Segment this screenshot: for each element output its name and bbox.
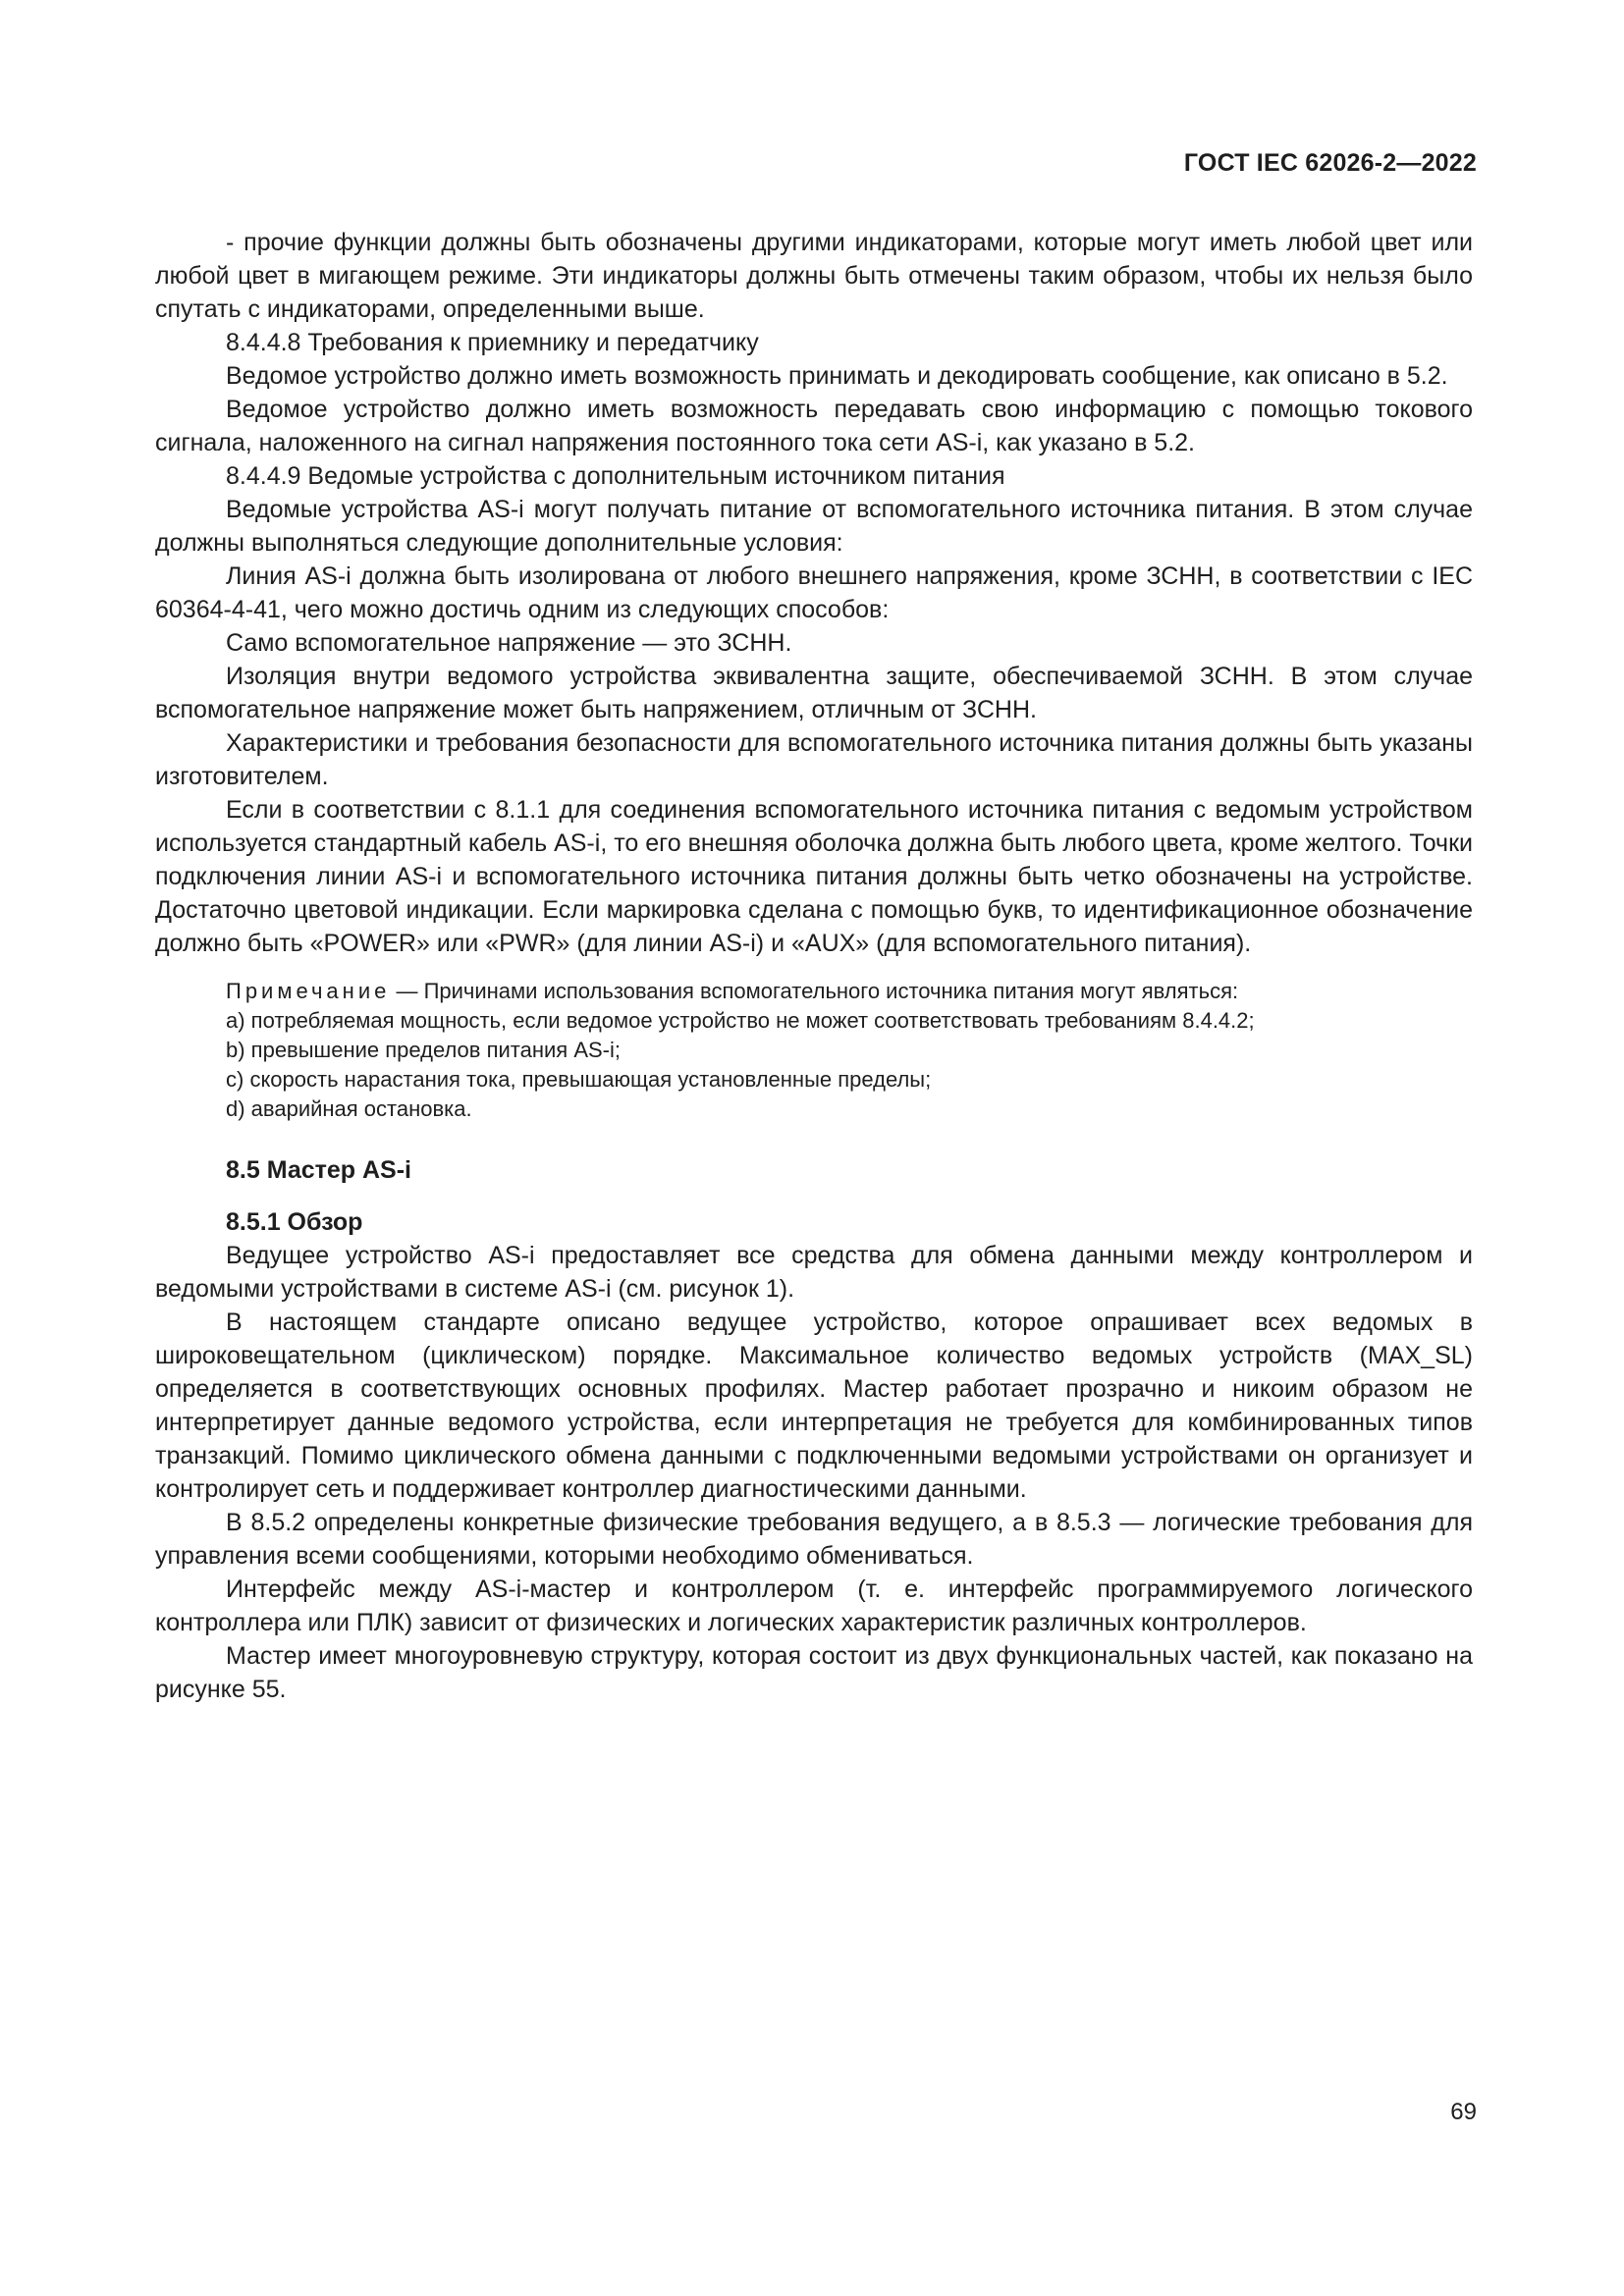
paragraph: - прочие функции должны быть обозначены другими индикаторами, которые могут иметь любой цвет или любой цвет в мигающем режиме. Эти индикаторы должны быть отмечены таким образом, чтобы их нельзя было спутать с индикаторами, определенными выше. [155, 229, 1473, 323]
paragraph: Характеристики и требования безопасности для вспомогательного источника питания должны быть указаны изготовителем. [155, 729, 1473, 790]
page-number: 69 [1450, 2099, 1477, 2125]
paragraph: Ведомое устройство должно иметь возможность передавать свою информацию с помощью токового сигнала, наложенного на сигнал напряжения постоянного тока сети AS-i, как указано в 5.2. [155, 396, 1473, 456]
document-header: ГОСТ IEC 62026-2—2022 [1183, 149, 1477, 177]
note-intro-text: — Причинами использования вспомогательного источника питания могут являться: [390, 979, 1239, 1003]
paragraph: Если в соответствии с 8.1.1 для соединения вспомогательного источника питания с ведомым устройством используется стандартный кабель AS-i, то его внешняя оболочка должна быть любого цвета, кроме желтого. Точки подключения линии AS-i и вспомогательного источника питания должны быть четко обозначены на устройстве. Достаточно цветовой индикации. Если маркировка сделана с помощью букв, то идентификационное обозначение должно быть «POWER» или «PWR» (для линии AS-i) и «AUX» (для вспомогательного питания). [155, 796, 1473, 957]
note-item: a) потребляемая мощность, если ведомое устройство не может соответствовать требованиям 8.4.4.2; [226, 1008, 1255, 1033]
note-block [155, 977, 1473, 1124]
paragraph: Ведомое устройство должно иметь возможность принимать и декодировать сообщение, как описано в 5.2. [226, 362, 1448, 390]
subsection-heading: 8.5.1 Обзор [226, 1208, 363, 1236]
note-intro [226, 977, 1473, 1006]
subclause-heading: 8.4.4.9 Ведомые устройства с дополнительным источником питания [226, 462, 1005, 490]
paragraph: В 8.5.2 определены конкретные физические требования ведущего, а в 8.5.3 — логические требования для управления всеми сообщениями, которыми необходимо обмениваться. [155, 1509, 1473, 1570]
paragraph: Линия AS-i должна быть изолирована от любого внешнего напряжения, кроме ЗСНН, в соответствии с IEC 60364-4-41, чего можно достичь одним из следующих способов: [155, 562, 1473, 623]
paragraph: В настоящем стандарте описано ведущее устройство, которое опрашивает всех ведомых в широковещательном (циклическом) порядке. Максимальное количество ведомых устройств (MAX_SL) определяется в соответствующих основных профилях. Мастер работает прозрачно и никоим образом не интерпретирует данные ведомого устройства, если интерпретация не требуется для комбинированных типов транзакций. Помимо циклического обмена данными с подключенными ведомыми устройствами он организует и контролирует сеть и поддерживает контроллер диагностическими данными. [155, 1308, 1473, 1503]
paragraph: Ведущее устройство AS-i предоставляет все средства для обмена данными между контроллером и ведомыми устройствами в системе AS-i (см. рисунок 1). [155, 1242, 1473, 1303]
note-item: c) скорость нарастания тока, превышающая установленные пределы; [226, 1067, 932, 1092]
paragraph: Интерфейс между AS-i-мастер и контроллером (т. е. интерфейс программируемого логического контроллера или ПЛК) зависит от физических и логических характеристик различных контроллеров. [155, 1575, 1473, 1636]
paragraph: Само вспомогательное напряжение — это ЗСНН. [226, 629, 792, 657]
paragraph: Изоляция внутри ведомого устройства эквивалентна защите, обеспечиваемой ЗСНН. В этом случае вспомогательное напряжение может быть напряжением, отличным от ЗСНН. [155, 663, 1473, 723]
main-content [155, 226, 1473, 1706]
note-label: Примечание [226, 979, 391, 1003]
note-item: d) аварийная остановка. [226, 1096, 472, 1121]
subclause-heading: 8.4.4.8 Требования к приемнику и передатчику [226, 329, 759, 356]
note-item: b) превышение пределов питания AS-i; [226, 1038, 621, 1062]
section-heading: 8.5 Мастер AS-i [226, 1156, 412, 1184]
paragraph: Мастер имеет многоуровневую структуру, которая состоит из двух функциональных частей, как показано на рисунке 55. [155, 1642, 1473, 1703]
paragraph: Ведомые устройства AS-i могут получать питание от вспомогательного источника питания. В этом случае должны выполняться следующие дополнительные условия: [155, 496, 1473, 557]
